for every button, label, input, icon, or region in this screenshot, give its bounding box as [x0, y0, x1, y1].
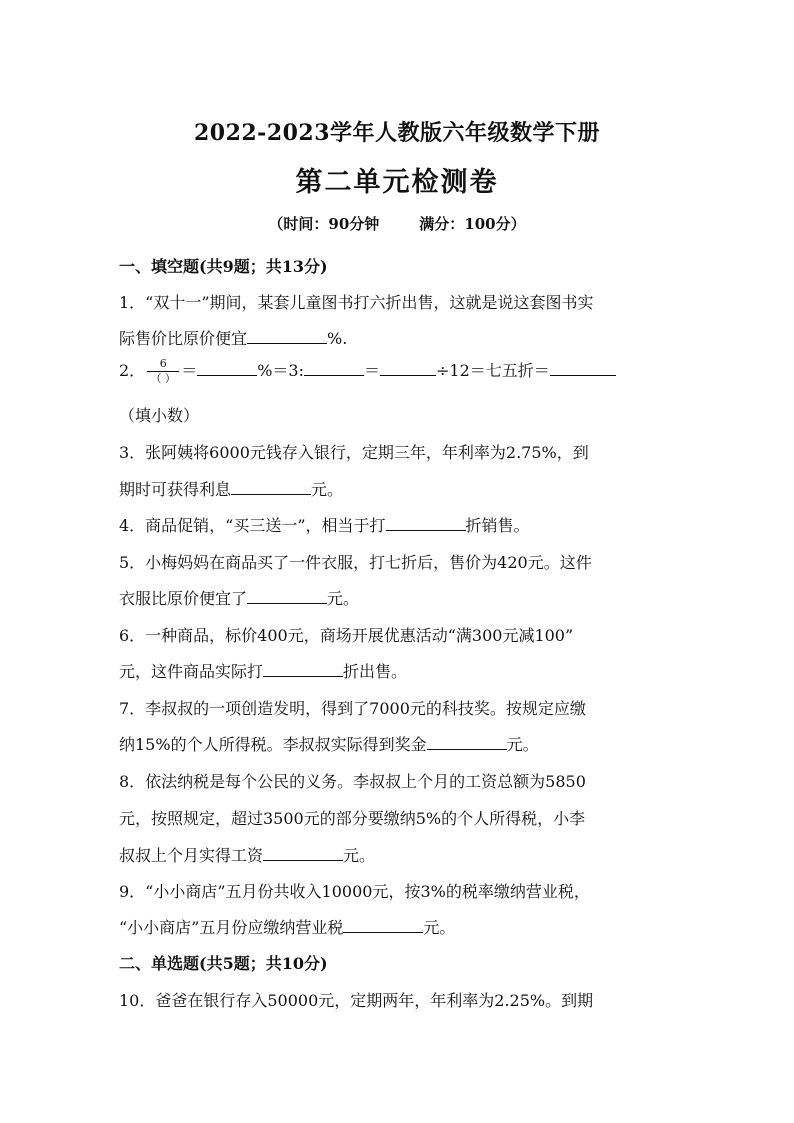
question-1-line1: 1．“双十一”期间，某套儿童图书打六折出售，这就是说这套图书实: [119, 293, 594, 312]
answer-blank: [247, 589, 327, 604]
question-6-line2: 元，这件商品实际打 折出售。: [119, 662, 408, 681]
question-6-line1: 6．一种商品，标价400元，商场开展优惠活动“满300元减100”: [119, 626, 574, 645]
answer-blank: [343, 918, 423, 933]
section-heading-fill-blank: 一、填空题(共9题；共13分): [119, 257, 328, 276]
exam-title: 2022-2023学年人教版六年级数学下册: [193, 120, 601, 146]
question-4: 4．商品促销，“买三送一”，相当于打 折销售。: [119, 516, 530, 535]
exam-score: 满分：100分）: [419, 215, 526, 233]
question-3-line2: 期时可获得利息 元。: [119, 480, 344, 499]
answer-blank: [304, 361, 364, 376]
answer-blank: [197, 361, 257, 376]
exam-meta: [0, 213, 794, 234]
question-10-line1: 10．爸爸在银行存入50000元，定期两年，年利率为2.25%。到期: [119, 991, 594, 1010]
answer-blank: [427, 735, 507, 750]
answer-blank: [263, 662, 343, 677]
question-9-line1: 9．“小小商店”五月份共收入10000元，按3%的税率缴纳营业税，: [119, 882, 590, 901]
fraction: $\frac{6}{( )}$: [147, 358, 179, 385]
answer-blank: [263, 846, 343, 861]
section-heading-single-choice: 二、单选题(共5题；共10分): [119, 954, 328, 973]
answer-blank: [247, 329, 327, 344]
question-9-line2: “小小商店”五月份应缴纳营业税 元。: [119, 918, 456, 937]
question-1-line2: 际售价比原价便宜 %.: [119, 329, 348, 348]
answer-blank: [380, 361, 436, 376]
question-8-line3: 叔叔上个月实得工资 元。: [119, 846, 376, 865]
answer-blank: [231, 480, 311, 495]
question-7-line2: 纳15%的个人所得税。李叔叔实际得到奖金 元。: [119, 735, 539, 754]
question-3-line1: 3．张阿姨将6000元钱存入银行，定期三年，年利率为2.75%，到: [119, 443, 589, 462]
exam-subtitle: 第二单元检测卷: [295, 167, 499, 198]
question-2-note: （填小数）: [119, 406, 200, 425]
answer-blank: [550, 361, 616, 376]
question-8-line2: 元，按照规定，超过3500元的部分要缴纳5%的个人所得税，小李: [119, 809, 586, 828]
question-7-line1: 7．李叔叔的一项创造发明，得到了7000元的科技奖。按规定应缴: [119, 699, 586, 718]
exam-time: （时间：90分钟: [268, 215, 380, 233]
question-5-line2: 衣服比原价便宜了 元。: [119, 589, 360, 608]
question-8-line1: 8．依法纳税是每个公民的义务。李叔叔上个月的工资总额为5850: [119, 772, 586, 791]
question-2-line1: 2． $\frac{6}{( )}$ ＝ %＝3: ＝ ÷12＝七五折＝: [119, 358, 616, 385]
question-5-line1: 5．小梅妈妈在商品买了一件衣服，打七折后，售价为420元。这件: [119, 553, 592, 572]
answer-blank: [386, 516, 466, 531]
